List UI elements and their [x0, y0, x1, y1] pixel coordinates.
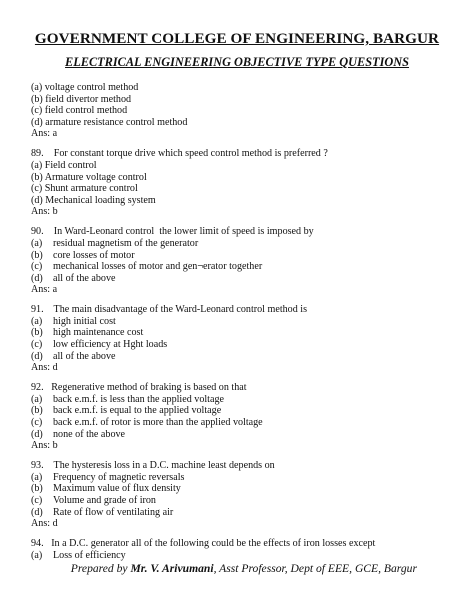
- option-d: [31, 273, 451, 285]
- option-d: (d) Mechanical loading system: [31, 194, 156, 206]
- answer: Ans: b: [31, 206, 58, 218]
- page-footer: [71, 562, 417, 575]
- question-text: 92. Regenerative method of braking is based on that: [31, 382, 247, 394]
- page-title: GOVERNMENT COLLEGE OF ENGINEERING, BARGUR: [34, 30, 440, 47]
- option-text: Frequency of magnetic reversals: [53, 471, 185, 483]
- option-a: [31, 394, 451, 406]
- option-text: none of the above: [53, 428, 126, 440]
- answer: Ans: d: [31, 362, 58, 374]
- option-a: [31, 550, 451, 562]
- option-text: Loss of efficiency: [53, 549, 126, 561]
- question-text: 91. The main disadvantage of the Ward-Leonard control method is: [31, 304, 308, 316]
- option-text: Maximum value of flux density: [53, 483, 181, 495]
- option-letter: (d): [31, 506, 43, 518]
- question-block-94: [31, 538, 451, 561]
- question-list: [31, 82, 451, 561]
- option-text: back e.m.f. is less than the applied voltage: [53, 393, 224, 405]
- option-letter: (b): [31, 249, 43, 261]
- question-block-90: [31, 226, 451, 296]
- question-block-89: [31, 148, 451, 218]
- option-text: mechanical losses of motor and gen¬erator together: [53, 261, 263, 273]
- option-text: Volume and grade of iron: [53, 494, 156, 506]
- footer-suffix: , Asst Professor, Dept of EEE, GCE, Bargur: [213, 562, 417, 575]
- footer-prefix: Prepared by: [70, 562, 131, 575]
- option-d: [31, 507, 451, 519]
- option-text: back e.m.f. of rotor is more than the applied voltage: [53, 417, 263, 428]
- option-letter: (d): [31, 428, 43, 440]
- option-a: [31, 238, 451, 250]
- footer-author: Mr. V. Arivumani: [130, 562, 214, 575]
- option-letter: (c): [31, 494, 43, 506]
- option-letter: (d): [31, 272, 43, 284]
- option-b: (b) field divertor method: [31, 93, 132, 105]
- option-b: [31, 405, 451, 417]
- question-block-91: [31, 304, 451, 374]
- option-c: [31, 339, 451, 351]
- option-a: (a) Field control: [31, 159, 97, 171]
- option-b: [31, 483, 451, 495]
- option-text: all of the above: [53, 350, 116, 362]
- option-letter: (b): [31, 327, 43, 339]
- option-text: high initial cost: [53, 315, 116, 327]
- answer: Ans: b: [31, 440, 58, 452]
- option-b: [31, 327, 451, 339]
- option-letter: (c): [31, 339, 43, 351]
- option-text: high maintenance cost: [53, 327, 144, 339]
- option-d: [31, 429, 451, 441]
- option-text: Rate of flow of ventilating air: [53, 506, 174, 518]
- question-block-93: [31, 460, 451, 530]
- option-a: [31, 472, 451, 484]
- option-d: [31, 351, 451, 363]
- question-block-92: [31, 382, 451, 452]
- question-text: 93. The hysteresis loss in a D.C. machine least depends on: [31, 460, 275, 472]
- option-letter: (a): [31, 315, 43, 327]
- option-b: [31, 250, 451, 262]
- option-letter: (c): [31, 417, 43, 428]
- option-text: residual magnetism of the generator: [53, 237, 199, 249]
- option-letter: (a): [31, 549, 43, 561]
- option-c: (c) field control method: [31, 105, 128, 117]
- answer: Ans: a: [31, 128, 58, 140]
- option-b: (b) Armature voltage control: [31, 171, 147, 183]
- option-letter: (c): [31, 261, 43, 273]
- page-subtitle: ELECTRICAL ENGINEERING OBJECTIVE TYPE QUESTIONS: [65, 55, 409, 69]
- question-block-88: [31, 82, 451, 140]
- option-letter: (a): [31, 471, 43, 483]
- option-c: [31, 495, 451, 507]
- option-letter: (a): [31, 393, 43, 405]
- option-text: back e.m.f. is equal to the applied voltage: [53, 405, 222, 417]
- option-c: [31, 261, 451, 273]
- option-text: all of the above: [53, 272, 116, 284]
- question-text: 89. For constant torque drive which speed control method is preferred ?: [31, 148, 328, 160]
- option-letter: (a): [31, 237, 43, 249]
- option-letter: (d): [31, 350, 43, 362]
- question-text: 90. In Ward-Leonard control the lower limit of speed is imposed by: [31, 226, 314, 238]
- option-letter: (b): [31, 483, 43, 495]
- option-text: low efficiency at Hght loads: [53, 339, 168, 351]
- option-d: (d) armature resistance control method: [31, 116, 188, 128]
- option-c: [31, 417, 451, 429]
- answer: Ans: a: [31, 284, 58, 296]
- option-letter: (b): [31, 405, 43, 417]
- option-c: (c) Shunt armature control: [31, 183, 138, 195]
- option-a: (a) voltage control method: [31, 82, 139, 93]
- option-text: core losses of motor: [53, 249, 135, 261]
- answer: Ans: d: [31, 518, 58, 530]
- question-text: 94. In a D.C. generator all of the following could be the effects of iron losses except: [31, 538, 376, 550]
- option-a: [31, 316, 451, 328]
